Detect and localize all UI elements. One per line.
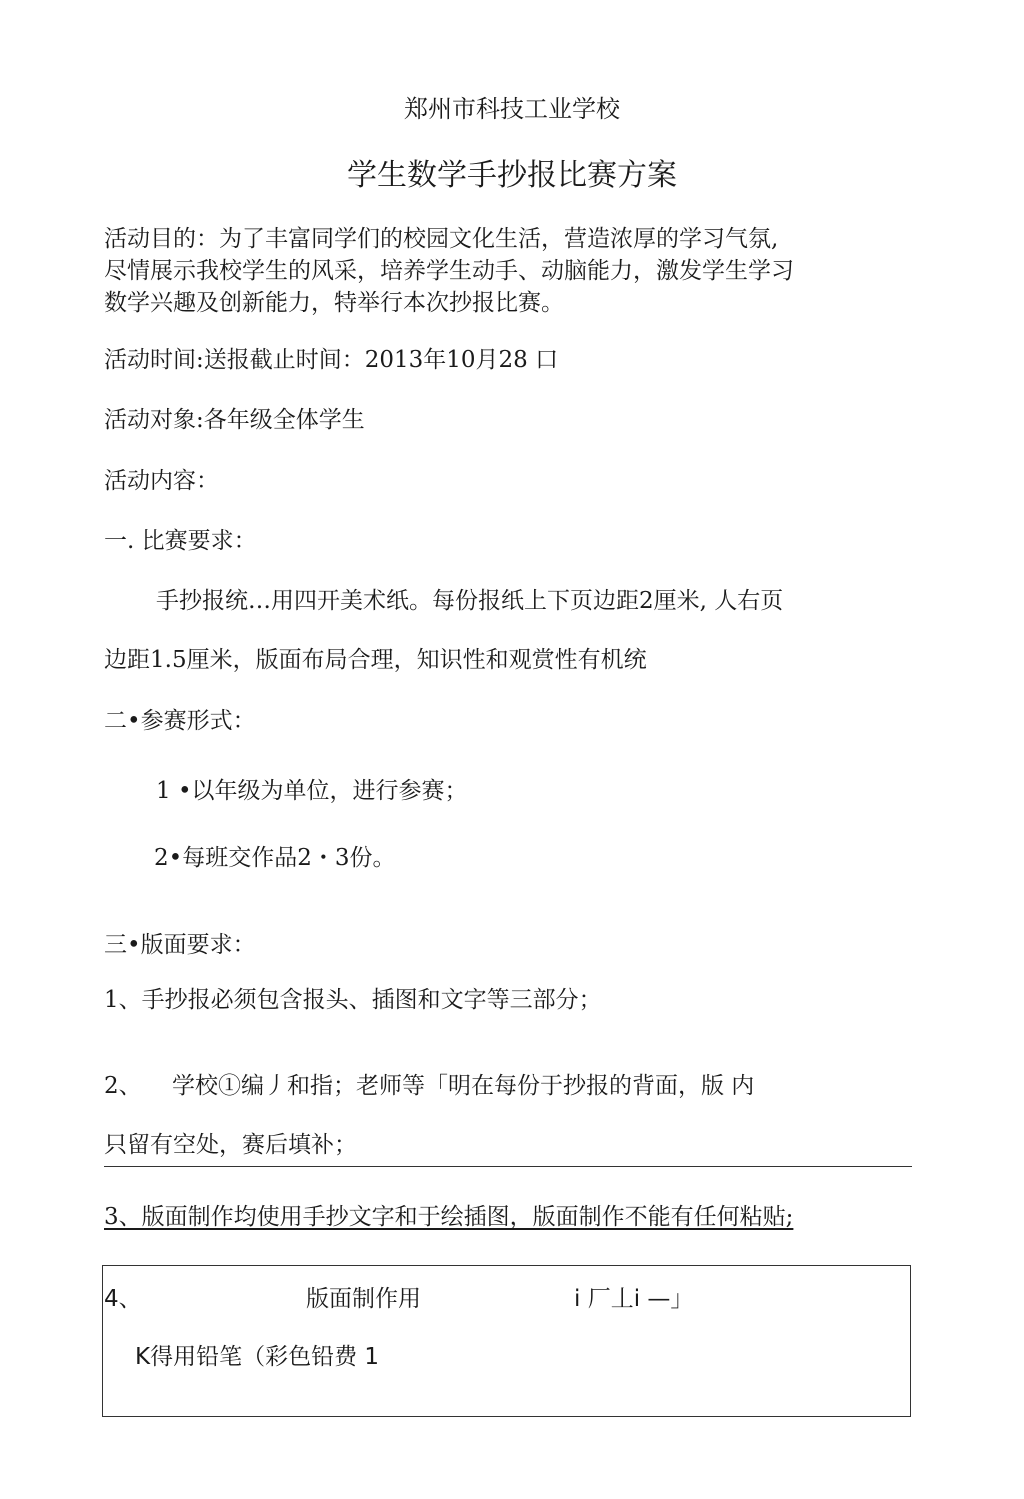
activity-target: 活动对象:各年级全体学生 <box>104 407 365 433</box>
section-1-line-2: 边距1.5厘米，版面布局合理，知识性和观赏性有机统 <box>104 647 647 673</box>
section-2-item-2: 2•每班交作品2・3份。 <box>154 845 396 871</box>
item-4-box <box>102 1265 911 1417</box>
school-name: 郑州市科技工业学校 <box>404 95 620 123</box>
section-3-heading: 三•版面要求： <box>104 932 256 958</box>
section-2-item-1: 1 •以年级为单位，进行参赛； <box>156 778 468 804</box>
section-3-item-4-text: 版面制作用 <box>306 1286 421 1312</box>
section-1-line-1: 手抄报统…用四开美术纸。每份报纸上下页边距2厘米, 人右页 <box>156 588 784 614</box>
activity-content-label: 活动内容： <box>104 468 219 494</box>
section-3-item-2-text: 学校①编丿和指；老师等「明在每份于抄报的背面，版 内 <box>172 1073 755 1099</box>
section-3-item-2-line-2: 只留有空处，赛后填补； <box>104 1132 357 1158</box>
purpose-line-2: 尽情展示我校学生的风采，培养学生动手、动脑能力，激发学生学习 <box>104 258 794 284</box>
section-3-item-4-line-2: K得用铅笔（彩色铅费 1 <box>135 1344 380 1370</box>
section-3-item-3: 3、版面制作均使用手抄文字和于绘插图，版面制作不能有任何粘贴; <box>104 1204 794 1230</box>
purpose-line-1: 活动目的：为了丰富同学们的校园文化生活，营造浓厚的学习气氛, <box>104 226 779 252</box>
section-3-item-1: 1、手抄报必须包含报头、插图和文字等三部分； <box>104 987 602 1013</box>
purpose-line-3: 数学兴趣及创新能力，特举行本次抄报比赛。 <box>104 290 564 316</box>
page-title: 学生数学手抄报比赛方案 <box>347 158 677 193</box>
section-2-heading: 二•参赛形式： <box>104 708 256 734</box>
activity-time: 活动时间:送报截止时间：2013年10月28 口 <box>104 347 559 373</box>
horizontal-rule <box>104 1166 912 1167</box>
section-3-item-2-number: 2、 <box>104 1073 142 1099</box>
section-3-item-4-number: 4、 <box>104 1286 142 1312</box>
section-3-item-4-garbled: i 厂丄i —」 <box>574 1286 694 1312</box>
section-1-heading: 一. 比赛要求： <box>104 528 257 554</box>
